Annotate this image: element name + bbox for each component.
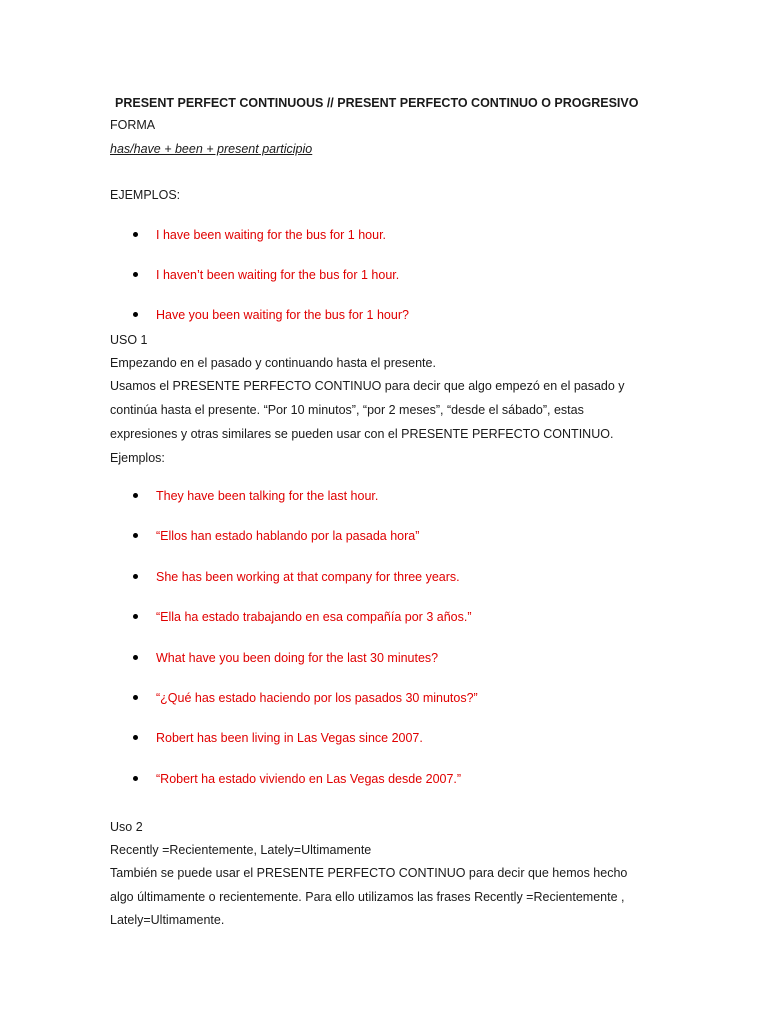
uso2-subtitle: Recently =Recientemente, Lately=Ultimamente: [110, 843, 372, 857]
example-sentence: They have been talking for the last hour.: [156, 489, 379, 503]
example-sentence: Robert has been living in Las Vegas since 2007.: [156, 731, 423, 745]
uso1-heading: USO 1: [110, 333, 148, 347]
example-sentence: I have been waiting for the bus for 1 hour.: [156, 228, 387, 242]
bullet-icon: [133, 272, 138, 277]
bullet-icon: [133, 574, 138, 579]
example-translation: “¿Qué has estado haciendo por los pasados 30 minutos?”: [156, 691, 478, 705]
uso1-paragraph-line: expresiones y otras similares se pueden usar con el PRESENTE PERFECTO CONTINUO.: [110, 427, 614, 441]
uso2-paragraph-line: Lately=Ultimamente.: [110, 913, 225, 927]
ejemplos-label: EJEMPLOS:: [110, 188, 181, 202]
bullet-icon: [133, 493, 138, 498]
example-translation: “Ellos han estado hablando por la pasada hora”: [156, 529, 420, 543]
page-title: PRESENT PERFECT CONTINUOUS // PRESENT PERFECTO CONTINUO O PROGRESIVO: [115, 96, 639, 110]
example-translation: “Ella ha estado trabajando en esa compañía por 3 años.”: [156, 610, 472, 624]
bullet-icon: [133, 614, 138, 619]
uso1-ejemplos-label: Ejemplos:: [110, 451, 165, 465]
example-sentence: I haven’t been waiting for the bus for 1 hour.: [156, 268, 400, 282]
uso1-paragraph-line: Usamos el PRESENTE PERFECTO CONTINUO para decir que algo empezó en el pasado y: [110, 379, 625, 393]
uso2-paragraph-line: algo últimamente o recientemente. Para ello utilizamos las frases Recently =Recientemente ,: [110, 890, 625, 904]
bullet-icon: [133, 695, 138, 700]
bullet-icon: [133, 312, 138, 317]
bullet-icon: [133, 655, 138, 660]
example-sentence: Have you been waiting for the bus for 1 hour?: [156, 308, 409, 322]
uso1-paragraph-line: continúa hasta el presente. “Por 10 minutos”, “por 2 meses”, “desde el sábado”, estas: [110, 403, 584, 417]
uso2-paragraph-line: También se puede usar el PRESENTE PERFECTO CONTINUO para decir que hemos hecho: [110, 866, 628, 880]
example-translation: “Robert ha estado viviendo en Las Vegas desde 2007.”: [156, 772, 462, 786]
bullet-icon: [133, 776, 138, 781]
example-sentence: What have you been doing for the last 30 minutes?: [156, 651, 439, 665]
example-sentence: She has been working at that company for three years.: [156, 570, 460, 584]
bullet-icon: [133, 232, 138, 237]
uso1-subtitle: Empezando en el pasado y continuando hasta el presente.: [110, 356, 436, 370]
formula: has/have + been + present participio: [110, 142, 313, 156]
bullet-icon: [133, 735, 138, 740]
bullet-icon: [133, 533, 138, 538]
uso2-heading: Uso 2: [110, 820, 143, 834]
forma-label: FORMA: [110, 118, 156, 132]
